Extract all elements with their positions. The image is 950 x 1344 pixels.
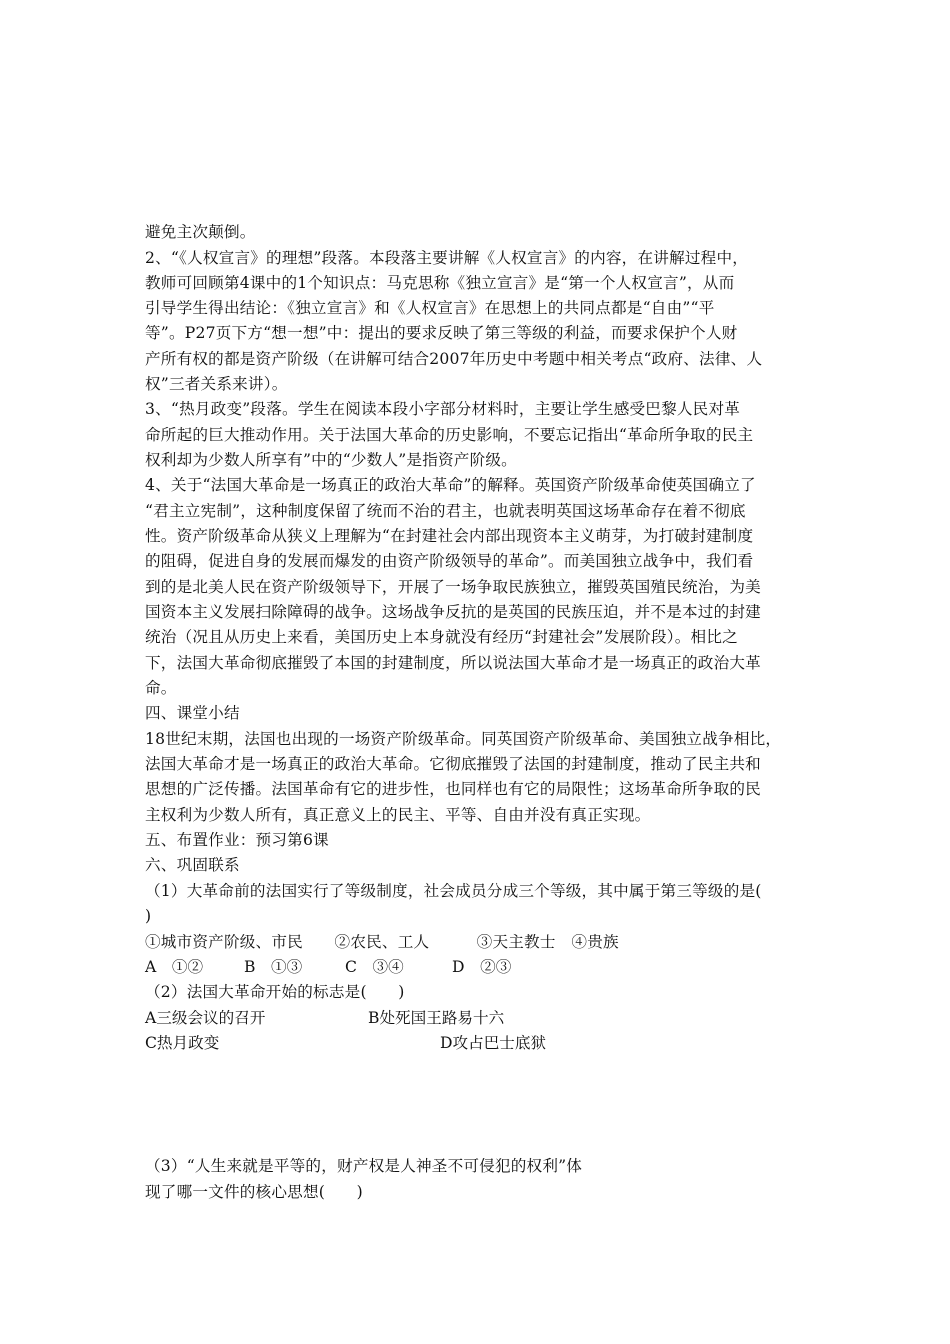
question-text: ) [145, 907, 152, 925]
answer-option-b: B ①③ [244, 958, 303, 976]
text-line: 到的是北美人民在资产阶级领导下，开展了一场争取民族独立，摧毁英国殖民统治，为美 [145, 578, 761, 596]
section-heading: 四、课堂小结 [145, 704, 240, 722]
text-line: 的阻碍，促进自身的发展而爆发的由资产阶级领导的革命”。而美国独立战争中，我们看 [145, 552, 754, 570]
question-text: （2）法国大革命开始的标志是( ) [145, 983, 405, 1001]
text-line: 命所起的巨大推动作用。关于法国大革命的历史影响，不要忘记指出“革命所争取的民主 [145, 426, 754, 444]
text-line: 性。资产阶级革命从狭义上理解为“在封建社会内部出现资本主义萌芽，为打破封建制度 [145, 527, 754, 545]
answer-option-a: A三级会议的召开 [145, 1009, 266, 1027]
question-items: ①城市资产阶级、市民 ②农民、工人 ③天主教士 ④贵族 [145, 933, 619, 951]
text-line: “君主立宪制”，这种制度保留了统而不治的君主，也就表明英国这场革命存在着不彻底 [145, 502, 746, 520]
text-line: 权”三者关系来讲）。 [145, 375, 288, 393]
text-line: 命。 [145, 679, 177, 697]
answer-option-d: D ②③ [452, 958, 512, 976]
text-line: 国资本主义发展扫除障碍的战争。这场战争反抗的是英国的民族压迫，并不是本过的封建 [145, 603, 761, 621]
text-line: 3、“热月政变”段落。学生在阅读本段小字部分材料时，主要让学生感受巴黎人民对革 [145, 400, 741, 418]
text-line: 教师可回顾第4课中的1个知识点：马克思称《独立宣言》是“第一个人权宣言”，从而 [145, 274, 735, 292]
text-line: 4、关于“法国大革命是一场真正的政治大革命”的解释。英国资产阶级革命使英国确立了 [145, 476, 756, 494]
text-line: 避免主次颠倒。 [145, 223, 256, 241]
text-line: 法国大革命才是一场真正的政治大革命。它彻底摧毁了法国的封建制度，推动了民主共和 [145, 755, 761, 773]
text-line: 等”。P27页下方“想一想”中：提出的要求反映了第三等级的利益，而要求保护个人财 [145, 324, 738, 342]
text-line: 2、“《人权宣言》的理想”段落。本段落主要讲解《人权宣言》的内容，在讲解过程中， [145, 249, 749, 267]
text-line: 思想的广泛传播。法国革命有它的进步性，也同样也有它的局限性；这场革命所争取的民 [145, 780, 761, 798]
text-line: 主权利为少数人所有，真正意义上的民主、平等、自由并没有真正实现。 [145, 806, 651, 824]
text-line: 产所有权的都是资产阶级（在讲解可结合2007年历史中考题中相关考点“政府、法律、人 [145, 350, 763, 368]
answer-option-c: C热月政变 [145, 1034, 220, 1052]
text-line: 18世纪末期，法国也出现的一场资产阶级革命。同英国资产阶级革命、美国独立战争相比， [145, 730, 782, 748]
text-line: 引导学生得出结论：《独立宣言》和《人权宣言》在思想上的共同点都是“自由”“平 [145, 299, 715, 317]
question-text: （1）大革命前的法国实行了等级制度，社会成员分成三个等级，其中属于第三等级的是( [145, 882, 762, 900]
section-heading: 五、布置作业：预习第6课 [145, 831, 329, 849]
section-heading: 六、巩固联系 [145, 856, 240, 874]
answer-option-d: D攻占巴士底狱 [440, 1034, 547, 1052]
question-text: 现了哪一文件的核心思想( ) [145, 1183, 363, 1201]
text-line: 下，法国大革命彻底摧毁了本国的封建制度，所以说法国大革命才是一场真正的政治大革 [145, 654, 761, 672]
answer-option-b: B处死国王路易十六 [368, 1009, 505, 1027]
answer-option-c: C ③④ [345, 958, 404, 976]
answer-option-a: A ①② [145, 958, 204, 976]
question-text: （3）“人生来就是平等的，财产权是人神圣不可侵犯的权利”体 [145, 1157, 583, 1175]
text-line: 权利却为少数人所享有”中的“少数人”是指资产阶级。 [145, 451, 517, 469]
text-line: 统治（况且从历史上来看，美国历史上本身就没有经历“封建社会”发展阶段）。相比之 [145, 628, 738, 646]
